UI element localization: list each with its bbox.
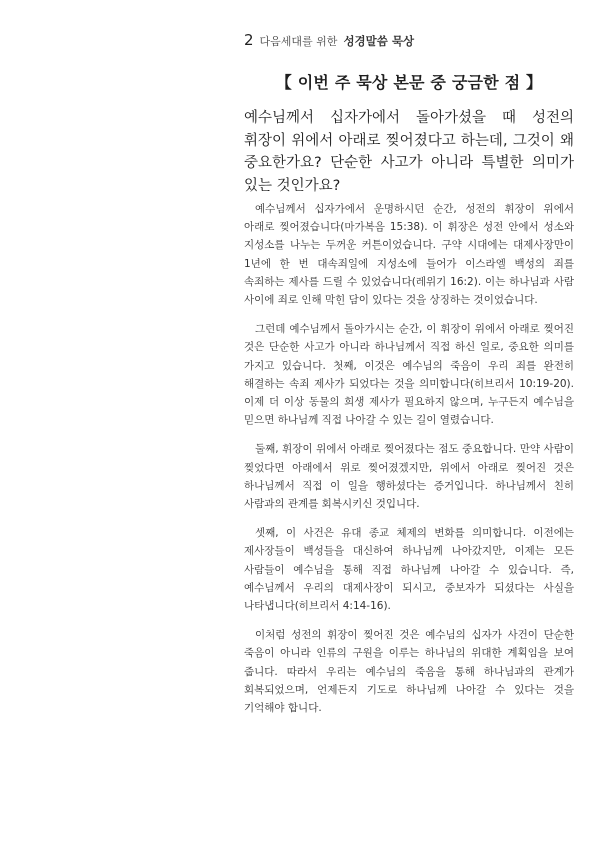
series-title: 다음세대를 위한: [259, 35, 338, 48]
paragraph: 둘째, 휘장이 위에서 아래로 찢어졌다는 점도 중요합니다. 만약 사람이 찢었다면 아래에서 위로 찢어졌겠지만, 위에서 아래로 찢어진 것은 하나님께서 직접 이 일을 행하셨다는 증거입니다. 하나님께서 친히 사람과의 관계를 회복시키신 것입니다.: [244, 443, 574, 511]
question-heading: 예수님께서 십자가에서 돌아가셨을 때 성전의 휘장이 위에서 아래로 찢어졌다고 하는데, 그것이 왜 중요한가요? 단순한 사고가 아니라 특별한 의미가 있는 것인가요?: [244, 110, 574, 194]
running-header: [244, 31, 574, 51]
paragraph: 이처럼 성전의 휘장이 찢어진 것은 예수님의 십자가 사건이 단순한 죽음이 아니라 인류의 구원을 이루는 하나님의 위대한 계획임을 보여 줍니다. 따라서 우리는 예수님의 죽음을 통해 하나님과의 관계가 회복되었으며, 언제든지 기도로 하나님께 나아갈 수 있다는 것을 기억해야 합니다.: [244, 629, 574, 715]
section-title: 【 이번 주 묵상 본문 중 궁금한 점 】: [275, 73, 543, 92]
paragraph: 그런데 예수님께서 돌아가시는 순간, 이 휘장이 위에서 아래로 찢어진 것은 단순한 사고가 아니라 하나님께서 직접 하신 일로, 중요한 의미를 가지고 있습니다. 첫째, 이것은 예수님의 죽음이 우리 죄를 완전히 해결하는 속죄 제사가 되었다는 것을 의미합니다(히브리서 10:19-20). 이제 더 이상 동물의 희생 제사가 필요하지 않으며, 누구든지 예수님을 믿으면 하나님께 직접 나아갈 수 있는 길이 열렸습니다.: [244, 323, 574, 427]
answer-body: [244, 200, 574, 728]
paragraph: 예수님께서 십자가에서 운명하시던 순간, 성전의 휘장이 위에서 아래로 찢어졌습니다(마가복음 15:38). 이 휘장은 성전 안에서 성소와 지성소를 나누는 두꺼운 커튼이었습니다. 구약 시대에는 대제사장만이 1년에 한 번 대속죄일에 지성소에 들어가 이스라엘 백성의 죄를 속죄하는 제사를 드릴 수 있었습니다(레위기 16:2). 이는 하나님과 사람 사이에 죄로 인해 막힌 담이 있다는 것을 상징하는 것이었습니다.: [244, 203, 574, 307]
series-title-bold: 성경말씀 묵상: [343, 34, 415, 48]
paragraph: 셋째, 이 사건은 유대 종교 체제의 변화를 의미합니다. 이전에는 제사장들이 백성들을 대신하여 하나님께 나아갔지만, 이제는 모든 사람들이 예수님을 통해 직접 하나님께 나아갈 수 있습니다. 즉, 예수님께서 우리의 대제사장이 되시고, 중보자가 되셨다는 사실을 나타냅니다(히브리서 4:14-16).: [244, 527, 574, 613]
page-number: 2: [244, 31, 254, 49]
